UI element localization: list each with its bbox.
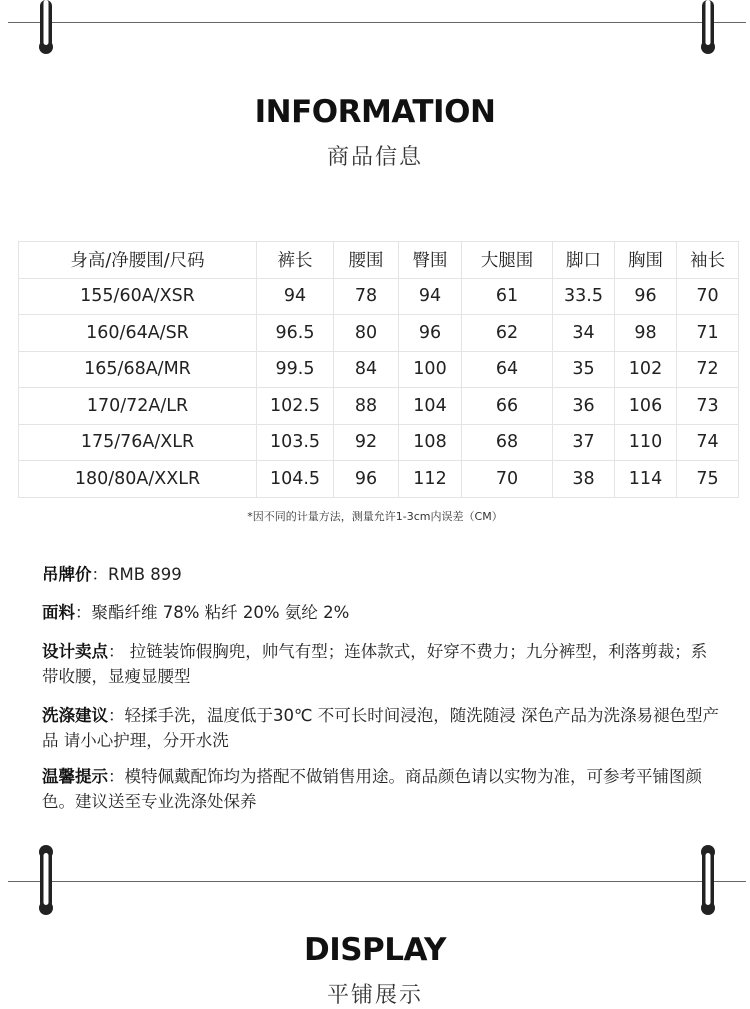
wash-value: 轻揉手洗，温度低于30℃ 不可长时间浸泡，随洗随浸 深色产品为洗涤易褪色型产品 请小心护理，分开水洗 xyxy=(42,706,720,750)
price-sep: ： xyxy=(91,565,108,584)
table-cell: 96.5 xyxy=(257,315,334,352)
fabric-sep: ： xyxy=(75,603,92,622)
table-cell: 80 xyxy=(334,315,399,352)
binder-ring-icon xyxy=(30,0,62,62)
table-cell: 62 xyxy=(462,315,553,352)
table-cell: 170/72A/LR xyxy=(19,388,257,425)
fabric-line xyxy=(42,600,722,625)
display-subtitle: 平铺展示 xyxy=(326,983,423,1008)
table-cell: 155/60A/XSR xyxy=(19,278,257,315)
table-cell: 175/76A/XLR xyxy=(19,424,257,461)
middle-divider-line xyxy=(8,881,746,882)
tips-sep: ： xyxy=(108,767,125,786)
header-cell: 大腿围 xyxy=(462,242,553,279)
fabric-label: 面料 xyxy=(42,603,75,622)
price-label: 吊牌价 xyxy=(42,565,92,584)
table-cell: 36 xyxy=(553,388,615,425)
header-cell: 腰围 xyxy=(334,242,399,279)
table-cell: 160/64A/SR xyxy=(19,315,257,352)
table-cell: 102.5 xyxy=(257,388,334,425)
tips-line xyxy=(42,764,722,814)
table-cell: 98 xyxy=(615,315,677,352)
design-line xyxy=(42,639,722,689)
table-cell: 61 xyxy=(462,278,553,315)
table-cell: 108 xyxy=(399,424,462,461)
table-cell: 165/68A/MR xyxy=(19,351,257,388)
binder-ring-icon xyxy=(30,845,62,917)
header-cell: 袖长 xyxy=(677,242,739,279)
table-cell: 104 xyxy=(399,388,462,425)
measurement-note: *因不同的计量方法，测量允许1-3cm内误差（CM） xyxy=(247,510,503,523)
table-cell: 106 xyxy=(615,388,677,425)
table-row xyxy=(19,351,739,388)
top-divider-line xyxy=(8,22,746,23)
table-cell: 84 xyxy=(334,351,399,388)
table-cell: 68 xyxy=(462,424,553,461)
tips-value: 模特佩戴配饰均为搭配不做销售用途。商品颜色请以实物为准，可参考平铺图颜色。建议送至专业洗涤处保养 xyxy=(42,767,702,811)
display-title: DISPLAY xyxy=(303,932,447,968)
table-cell: 70 xyxy=(677,278,739,315)
design-label: 设计卖点 xyxy=(42,642,108,661)
information-title: INFORMATION xyxy=(254,94,496,130)
table-cell: 103.5 xyxy=(257,424,334,461)
table-cell: 72 xyxy=(677,351,739,388)
table-cell: 102 xyxy=(615,351,677,388)
table-row xyxy=(19,388,739,425)
table-cell: 112 xyxy=(399,461,462,498)
table-cell: 74 xyxy=(677,424,739,461)
table-cell: 37 xyxy=(553,424,615,461)
table-cell: 104.5 xyxy=(257,461,334,498)
table-cell: 75 xyxy=(677,461,739,498)
table-cell: 34 xyxy=(553,315,615,352)
table-cell: 66 xyxy=(462,388,553,425)
header-cell: 臀围 xyxy=(399,242,462,279)
table-row xyxy=(19,461,739,498)
table-cell: 78 xyxy=(334,278,399,315)
wash-line xyxy=(42,703,722,753)
table-row xyxy=(19,424,739,461)
design-sep: ： xyxy=(108,642,125,661)
table-row xyxy=(19,315,739,352)
header-cell: 脚口 xyxy=(553,242,615,279)
price-value: RMB 899 xyxy=(108,565,182,584)
table-cell: 73 xyxy=(677,388,739,425)
information-subtitle: 商品信息 xyxy=(326,145,423,170)
size-table xyxy=(18,241,739,498)
tips-label: 温馨提示 xyxy=(42,767,108,786)
table-cell: 35 xyxy=(553,351,615,388)
wash-label: 洗涤建议 xyxy=(42,706,108,725)
wash-sep: ： xyxy=(108,706,125,725)
table-cell: 94 xyxy=(399,278,462,315)
table-cell: 64 xyxy=(462,351,553,388)
table-cell: 92 xyxy=(334,424,399,461)
table-cell: 33.5 xyxy=(553,278,615,315)
table-header-row xyxy=(19,242,739,279)
table-cell: 96 xyxy=(334,461,399,498)
table-cell: 100 xyxy=(399,351,462,388)
table-cell: 180/80A/XXLR xyxy=(19,461,257,498)
table-cell: 99.5 xyxy=(257,351,334,388)
table-cell: 96 xyxy=(399,315,462,352)
table-cell: 71 xyxy=(677,315,739,352)
price-line xyxy=(42,562,722,587)
table-cell: 114 xyxy=(615,461,677,498)
table-row xyxy=(19,278,739,315)
header-cell: 裤长 xyxy=(257,242,334,279)
binder-ring-icon xyxy=(692,845,724,917)
header-cell: 胸围 xyxy=(615,242,677,279)
fabric-value: 聚酯纤维 78% 粘纤 20% 氨纶 2% xyxy=(91,603,350,622)
table-cell: 70 xyxy=(462,461,553,498)
table-cell: 96 xyxy=(615,278,677,315)
table-cell: 94 xyxy=(257,278,334,315)
design-value: 拉链装饰假胸兜，帅气有型；连体款式，好穿不费力；九分裤型，利落剪裁；系带收腰，显瘦显腰型 xyxy=(42,642,708,686)
table-cell: 38 xyxy=(553,461,615,498)
binder-ring-icon xyxy=(692,0,724,62)
table-cell: 88 xyxy=(334,388,399,425)
header-cell: 身高/净腰围/尺码 xyxy=(19,242,257,279)
table-cell: 110 xyxy=(615,424,677,461)
